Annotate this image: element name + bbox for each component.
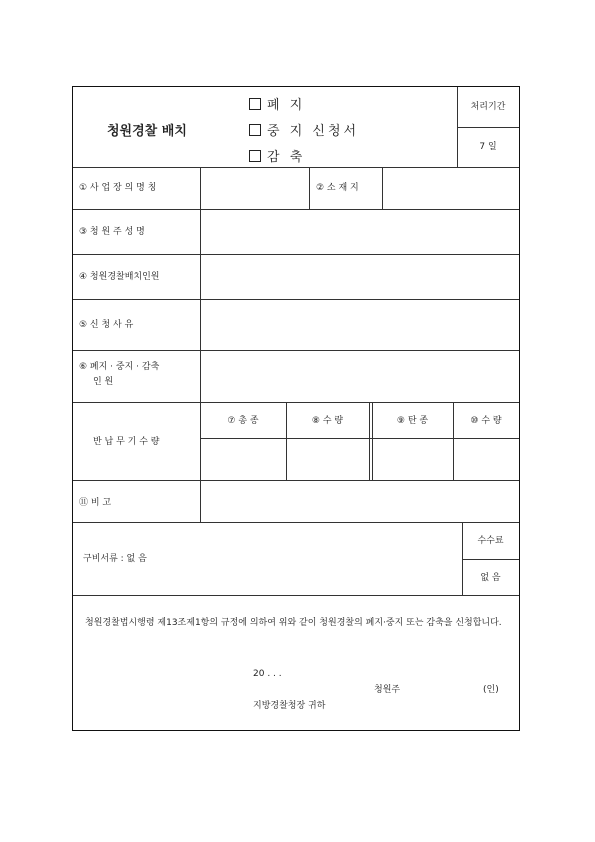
option-suspend[interactable] <box>249 120 359 139</box>
divider <box>73 595 519 596</box>
location-field[interactable] <box>383 168 518 208</box>
divider <box>457 87 458 167</box>
reduction-personnel-label: ⑥ 폐지 · 중지 · 감축 <box>79 362 160 372</box>
ammo-quantity-field[interactable] <box>454 439 518 479</box>
return-weapons-label: 반 납 무 기 수 량 <box>93 437 160 447</box>
application-statement: 청원경찰법시행령 제13조제1항의 규정에 의하여 위와 같이 청원경찰의 폐지·중지 또는 감축을 신청합니다. <box>85 618 502 628</box>
option-label: 감 축 <box>267 150 306 165</box>
divider <box>457 127 519 128</box>
fee-value: 없 음 <box>480 573 501 583</box>
addressee: 지방경찰청장 귀하 <box>253 701 326 711</box>
option-reduce[interactable] <box>249 146 305 165</box>
fee-label: 수수료 <box>477 536 504 546</box>
workplace-name-field[interactable] <box>201 168 308 208</box>
processing-period-value: 7 일 <box>479 142 497 152</box>
divider <box>462 559 519 560</box>
divider <box>369 402 370 480</box>
date-line: 20 . . . <box>253 669 282 679</box>
reduction-personnel-field[interactable] <box>201 351 518 401</box>
remarks-field[interactable] <box>201 481 518 521</box>
divider <box>309 167 310 209</box>
processing-period-label: 처리기간 <box>470 102 506 112</box>
option-label: 폐 지 <box>267 98 306 113</box>
required-documents: 구비서류 : 없 음 <box>83 554 147 564</box>
divider <box>73 522 519 523</box>
reason-label: ⑤ 신 청 사 유 <box>79 320 134 330</box>
gun-type-field[interactable] <box>201 439 285 479</box>
ammo-type-field[interactable] <box>373 439 452 479</box>
ammo-quantity-header: ⑩ 수 량 <box>470 416 502 426</box>
seal-mark: (인) <box>483 685 499 695</box>
applicant-name-field[interactable] <box>201 210 518 253</box>
workplace-name-label: ① 사 업 장 의 명 칭 <box>79 183 157 193</box>
option-abolish[interactable] <box>249 94 305 113</box>
gun-quantity-field[interactable] <box>287 439 368 479</box>
placed-personnel-label: ④ 청원경찰배치인원 <box>79 272 160 282</box>
applicant-name-label: ③ 청 원 주 성 명 <box>79 227 145 237</box>
form-title: 청원경찰 배치 <box>107 124 187 139</box>
gun-type-header: ⑦ 총 종 <box>227 416 259 426</box>
application-form <box>72 86 520 731</box>
checkbox-suspend[interactable] <box>249 124 261 136</box>
checkbox-reduce[interactable] <box>249 150 261 162</box>
checkbox-abolish[interactable] <box>249 98 261 110</box>
reason-field[interactable] <box>201 300 518 349</box>
reduction-personnel-label-2: 인 원 <box>93 377 114 387</box>
remarks-label: ⑪ 비 고 <box>79 498 112 508</box>
placed-personnel-field[interactable] <box>201 255 518 298</box>
gun-quantity-header: ⑧ 수 량 <box>311 416 344 426</box>
applicant-label: 청원주 <box>374 685 401 695</box>
location-label: ② 소 재 지 <box>316 183 359 193</box>
ammo-type-header: ⑨ 탄 종 <box>396 416 429 426</box>
divider <box>462 522 463 595</box>
option-label: 중 지 신청서 <box>267 124 360 139</box>
